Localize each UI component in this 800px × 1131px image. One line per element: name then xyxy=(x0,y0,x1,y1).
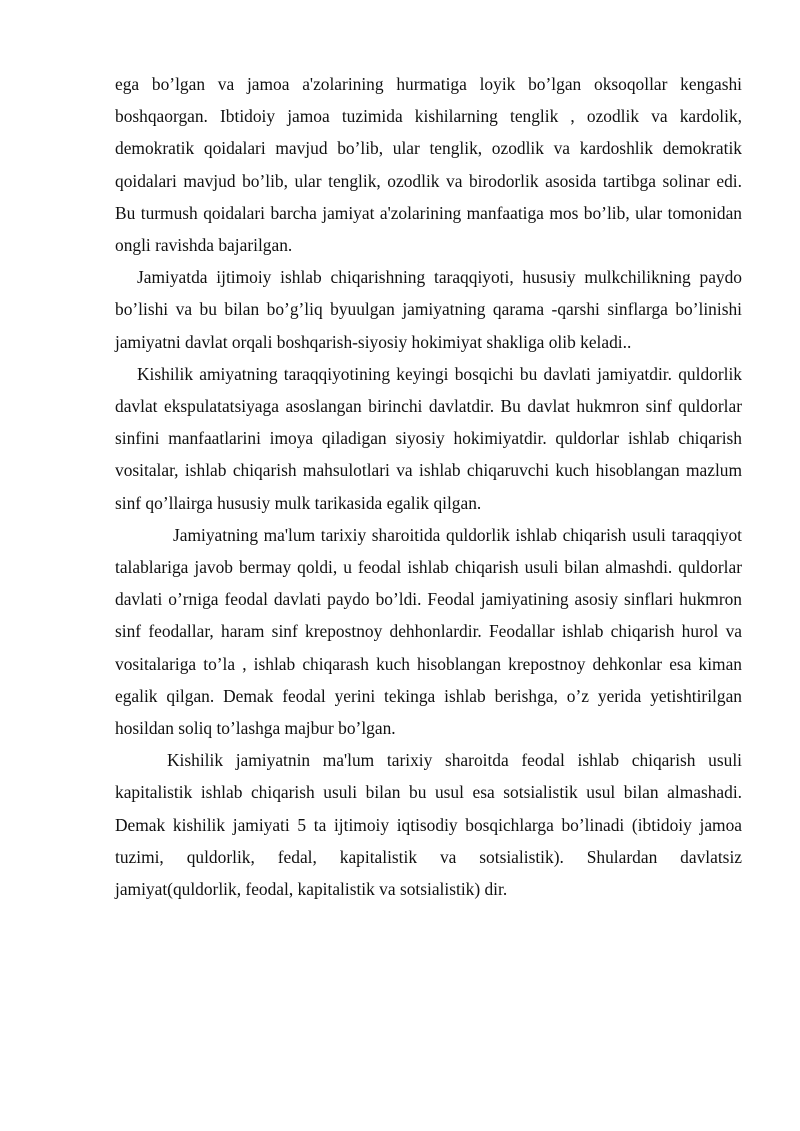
paragraph-3: Kishilik amiyatning taraqqiyotining keyingi bosqichi bu davlati jamiyatdir. quldorlik davlat ekspulatatsiyaga asoslangan birinchi davlatdir. Bu davlat hukmron sinf quldorlar sinfini manfaatlarini imoya qiladigan siyosiy hokimiyatdir. quldorlar ishlab chiqarish vositalar, ishlab chiqarish mahsulotlari va ishlab chiqaruvchi kuch hisoblangan mazlum sinf qo’llairga hususiy mulk tarikasida egalik qilgan. xyxy=(115,363,742,513)
paragraph-5: Kishilik jamiyatnin ma'lum tarixiy sharoitda feodal ishlab chiqarish usuli kapitalistik ishlab chiqarish usuli bilan bu usul esa sotsialistik usul bilan almashadi. Demak kishilik jamiyati 5 ta ijtimoiy iqtisodiy bosqichlarga bo’linadi (ibtidoiy jamoa tuzimi, quldorlik, fedal, kapitalistik va sotsialistik). Shulardan davlatsiz jamiyat(quldorlik, feodal, kapitalistik va sotsialistik) dir. xyxy=(115,750,742,900)
paragraph-1: ega bo’lgan va jamoa a'zolarining hurmatiga loyik bo’lgan oksoqollar kengashi boshqaorgan. Ibtidoiy jamoa tuzimida kishilarning tenglik , ozodlik va kardolik, demokratik qoidalari mavjud bo’lib, ular tenglik, ozodlik va kardoshlik demokratik qoidalari mavjud bo’lib, ular tenglik, ozodlik va birodorlik asosida tartibga solinar edi. Bu turmush qoidalari barcha jamiyat a'zolarining manfaatiga mos bo’lib, ular tomonidan ongli ravishda bajarilgan. xyxy=(115,74,742,256)
paragraph-2: Jamiyatda ijtimoiy ishlab chiqarishning taraqqiyoti, hususiy mulkchilikning paydo bo’lishi va bu bilan bo’g’liq byuulgan jamiyatning qarama -qarshi sinflarga bo’linishi jamiyatni davlat orqali boshqarish-siyosiy hokimiyat shakliga olib keladi.. xyxy=(115,267,742,352)
document-page xyxy=(115,68,742,905)
paragraph-4: Jamiyatning ma'lum tarixiy sharoitida quldorlik ishlab chiqarish usuli taraqqiyot talablariga javob bermay qoldi, u feodal ishlab chiqarish usuli bilan almashdi. quldorlar davlati o’rniga feodal davlati paydo bo’ldi. Feodal jamiyatining asosiy sinflari hukmron sinf feodallar, haram sinf krepostnoy dehhonlardir. Feodallar ishlab chiqarish hurol va vositalariga to’la , ishlab chiqarash kuch hisoblangan krepostnoy dehkonlar esa kiman egalik qilgan. Demak feodal yerini tekinga ishlab berishga, o’z yerida yetishtirilgan hosildan soliq to’lashga majbur bo’lgan. xyxy=(115,524,742,739)
